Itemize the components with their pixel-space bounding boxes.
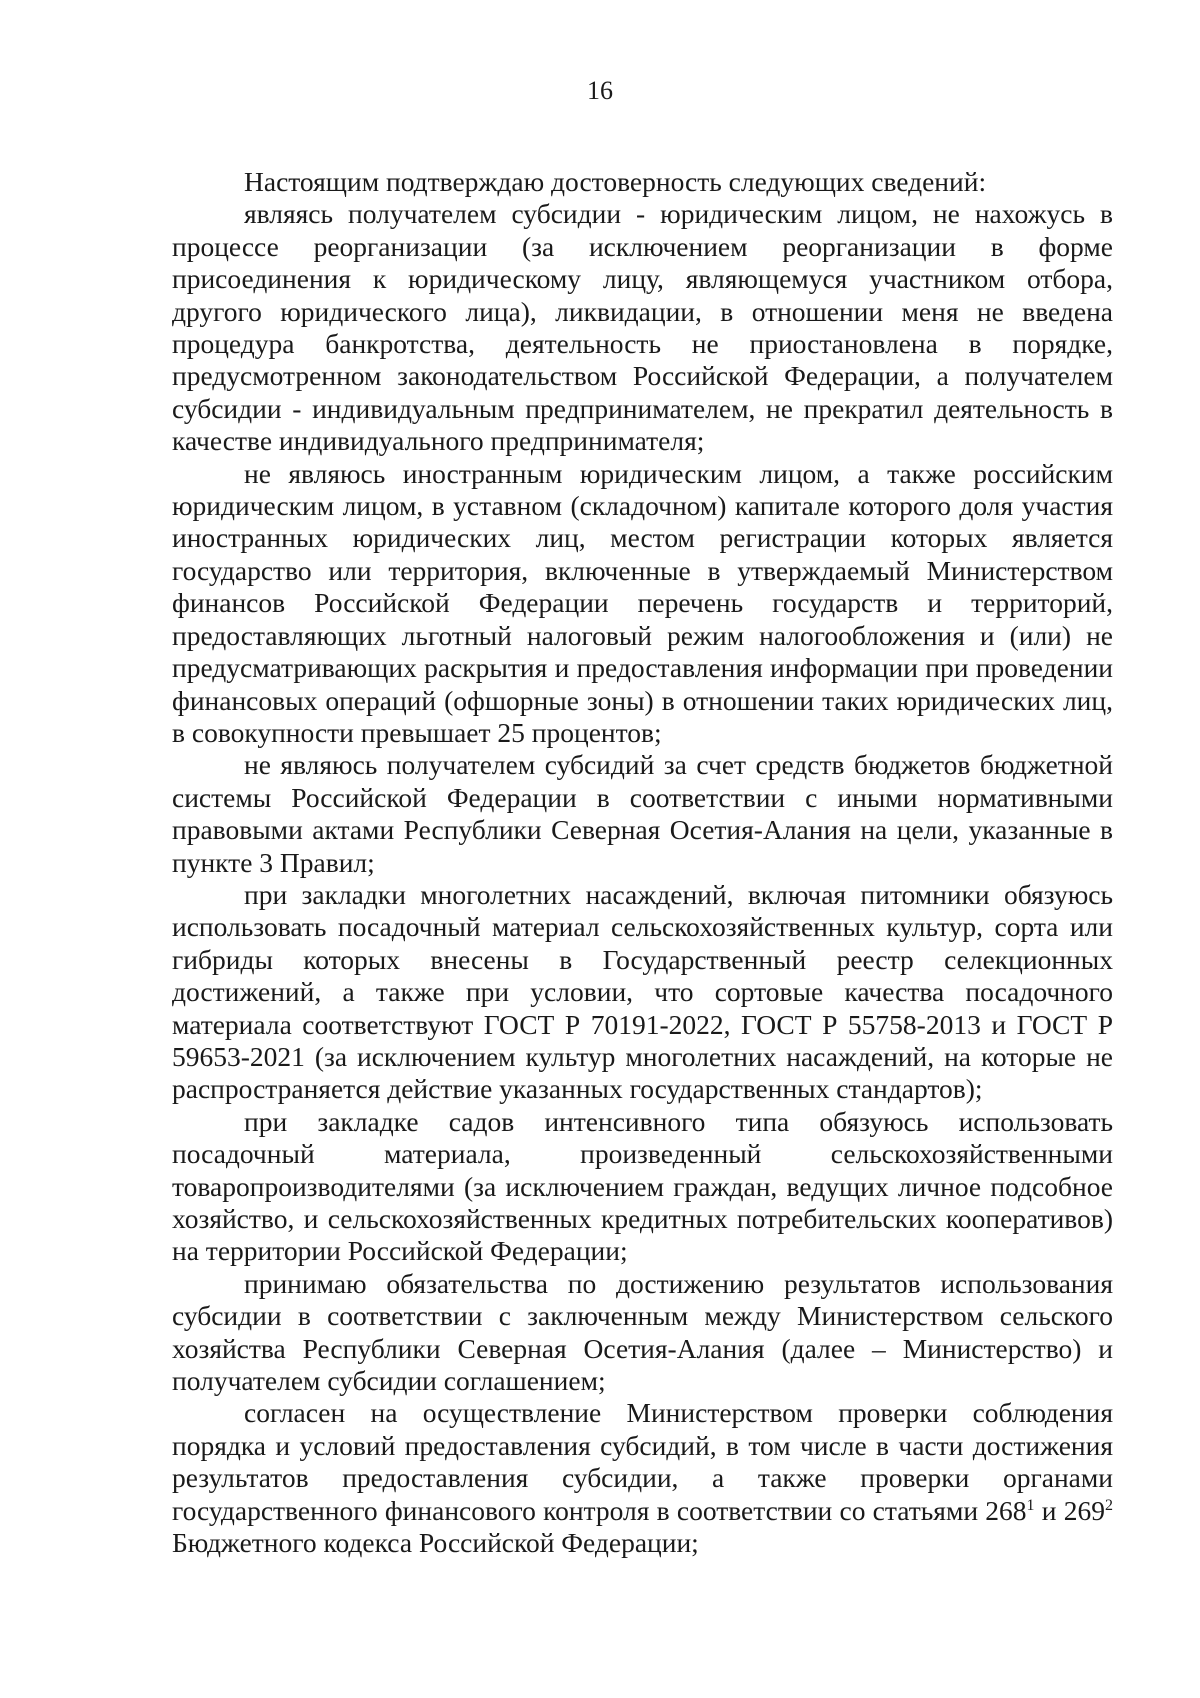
paragraph-other-subsidies: не являюсь получателем субсидий за счет средств бюджетов бюджетной системы Российской Федерации в соответствии с иными нормативными правовыми актами Республики Северная Осетия-Алания на цели, указанные в пункте 3 Правил; bbox=[172, 749, 1113, 878]
intro-paragraph: Настоящим подтверждаю достоверность следующих сведений: bbox=[244, 166, 987, 197]
superscript-1: 1 bbox=[1026, 1496, 1035, 1514]
audit-text-middle: и 269 bbox=[1034, 1494, 1105, 1526]
paragraph-planting-material: при закладки многолетних насаждений, включая питомники обязуюсь использовать посадочный материал сельскохозяйственных культур, сорта или гибриды которых внесены в Государственный реестр селекционных достижений, а также при условии, что сортовые качества посадочного материала соответствуют ГОСТ Р 70191-2022, ГОСТ Р 55758-2013 и ГОСТ Р 59653-2021 (за исключением культур многолетних насаждений, на которые не распространяется действие указанных государственных стандартов); bbox=[172, 878, 1113, 1105]
audit-text-after: Бюджетного кодекса Российской Федерации; bbox=[172, 1527, 699, 1559]
paragraph-foreign-entity: не являюсь иностранным юридическим лицом, а также российским юридическим лицом, в уставном (складочном) капитале которого доля участия иностранных юридических лиц, местом регистрации которых является государство или территория, включенные в утверждаемый Министерством финансов Российской Федерации перечень государств и территорий, предоставляющих льготный налоговый режим налогообложения и (или) не предусматривающих раскрытия и предоставления информации при проведении финансовых операций (офшорные зоны) в отношении таких юридических лиц, в совокупности превышает 25 процентов; bbox=[172, 457, 1113, 748]
paragraph-audit-consent bbox=[172, 1397, 1113, 1559]
paragraph-intensive-gardens: при закладке садов интенсивного типа обязуюсь использовать посадочный материала, произведенный сельскохозяйственными товаропроизводителями (за исключением граждан, ведущих личное подсобное хозяйство, и сельскохозяйственных кредитных потребительских кооперативов) на территории Российской Федерации; bbox=[172, 1105, 1113, 1267]
document-body bbox=[172, 166, 1113, 1559]
audit-text-before: согласен на осуществление Министерством проверки соблюдения порядка и условий предоставления субсидий, в том числе в части достижения результатов предоставления субсидии, а также проверки органами государственного финансового контроля в соответствии со статьями 268 bbox=[172, 1397, 1113, 1526]
page-number: 16 bbox=[587, 76, 613, 105]
paragraph-obligations: принимаю обязательства по достижению результатов использования субсидии в соответствии с заключенным между Министерством сельского хозяйства Республики Северная Осетия-Алания (далее – Министерство) и получателем субсидии соглашением; bbox=[172, 1267, 1113, 1397]
superscript-2: 2 bbox=[1105, 1496, 1113, 1514]
paragraph-reorganization: являясь получателем субсидии - юридическим лицом, не нахожусь в процессе реорганизации (за исключением реорганизации в форме присоединения к юридическому лицу, являющемуся участником отбора, другого юридического лица), ликвидации, в отношении меня не введена процедура банкротства, деятельность не приостановлена в порядке, предусмотренном законодательством Российской Федерации, а получателем субсидии - индивидуальным предпринимателем, не прекратил деятельность в качестве индивидуального предпринимателя; bbox=[172, 198, 1113, 457]
